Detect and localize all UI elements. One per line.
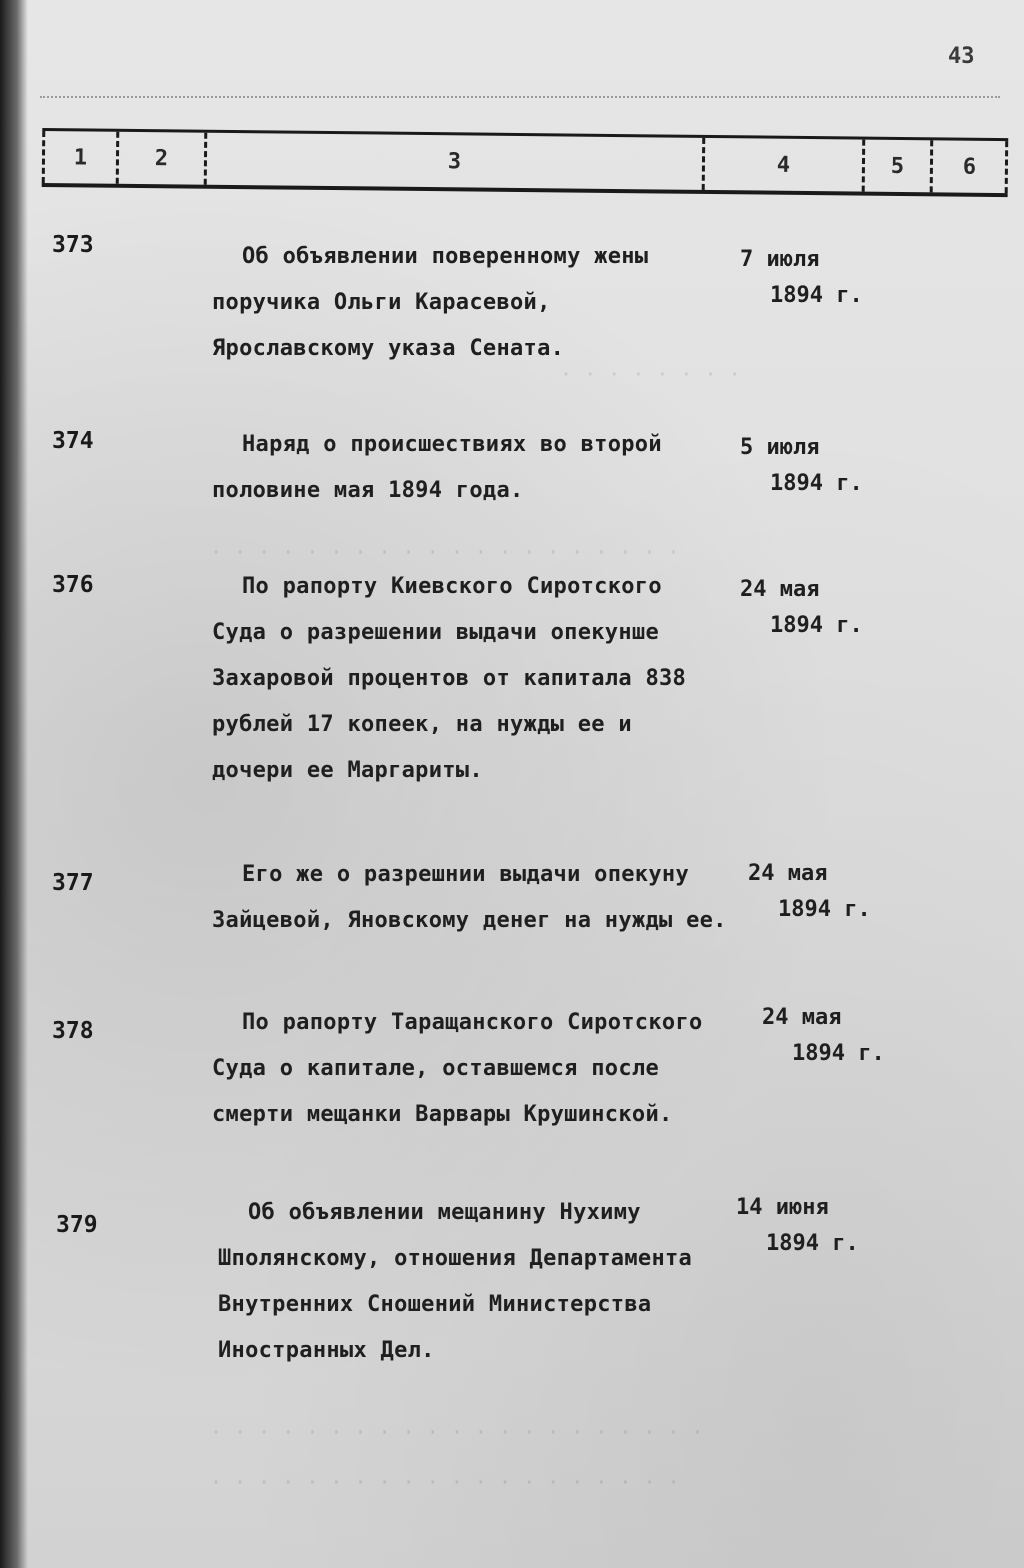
entry-date	[762, 1000, 885, 1072]
column-header-5: 5	[862, 140, 931, 193]
entry-date-year: 1894 г.	[778, 897, 871, 922]
entry-date-day: 5 июля	[740, 435, 820, 460]
entry-date	[740, 242, 863, 314]
entry-date-year: 1894 г.	[770, 283, 863, 308]
entry-date-day: 24 мая	[748, 861, 828, 886]
entry-number: 376	[52, 572, 94, 598]
column-header-1: 1	[42, 131, 117, 184]
entry-text: Об объявлении мещанину Нухиму Шполянскому, отношения Департамента Внутренних Сношений Министерства Иностранных Дел.	[218, 1200, 693, 1363]
entry-date-day: 24 мая	[740, 577, 820, 602]
entry-date-day: 14 июня	[736, 1195, 829, 1220]
entry-text: Об объявлении поверенному жены поручика Ольги Карасевой, Ярославскому указа Сената.	[212, 244, 649, 361]
bleed-through: · · · · · · · · · · · · · · · · · · · · ·	[210, 1420, 704, 1444]
column-header-row	[42, 128, 1009, 197]
column-header-6: 6	[930, 140, 1007, 193]
page-number: 43	[948, 44, 975, 69]
entry-date	[740, 430, 863, 502]
entry-text: Его же о разрешнии выдачи опекуну Зайцевой, Яновскому денег на нужды ее.	[212, 862, 727, 933]
entry-date-day: 24 мая	[762, 1005, 842, 1030]
entry-date	[740, 572, 863, 644]
entry-number: 373	[52, 232, 94, 258]
column-header-4: 4	[702, 138, 863, 192]
entry-date-year: 1894 г.	[770, 471, 863, 496]
entry-number: 374	[52, 428, 94, 454]
entry-text: По рапорту Таращанского Сиротского Суда о капитале, оставшемся после смерти мещанки Варвары Крушинской.	[212, 1010, 703, 1127]
entry-text: По рапорту Киевского Сиротского Суда о разрешении выдачи опекунше Захаровой процентов от капитала 838 рублей 17 копеек, на нужды ее и дочери ее Маргариты.	[212, 574, 687, 783]
entry-number: 379	[56, 1212, 98, 1238]
column-header-end	[1005, 141, 1009, 193]
entry-date	[736, 1190, 859, 1262]
entry-date-year: 1894 г.	[766, 1231, 859, 1256]
entry-date-day: 7 июля	[740, 247, 820, 272]
entry-number: 377	[52, 870, 94, 896]
column-header-2: 2	[116, 132, 205, 185]
column-header-3: 3	[204, 133, 703, 190]
entry-date-year: 1894 г.	[792, 1041, 885, 1066]
dotted-rule	[40, 96, 1000, 98]
page-edge-shadow	[0, 0, 28, 1568]
entry-date	[748, 856, 871, 928]
bleed-through: · · · · · · · · · · · · · · · · · · · ·	[210, 540, 680, 564]
bleed-through: · · · · · · · · · · · · · · · · · · · ·	[210, 1470, 680, 1494]
bleed-through: · · · · · · · ·	[560, 362, 741, 386]
entry-number: 378	[52, 1018, 94, 1044]
entry-text: Наряд о происшествиях во второй половине мая 1894 года.	[212, 432, 662, 503]
entry-date-year: 1894 г.	[770, 613, 863, 638]
